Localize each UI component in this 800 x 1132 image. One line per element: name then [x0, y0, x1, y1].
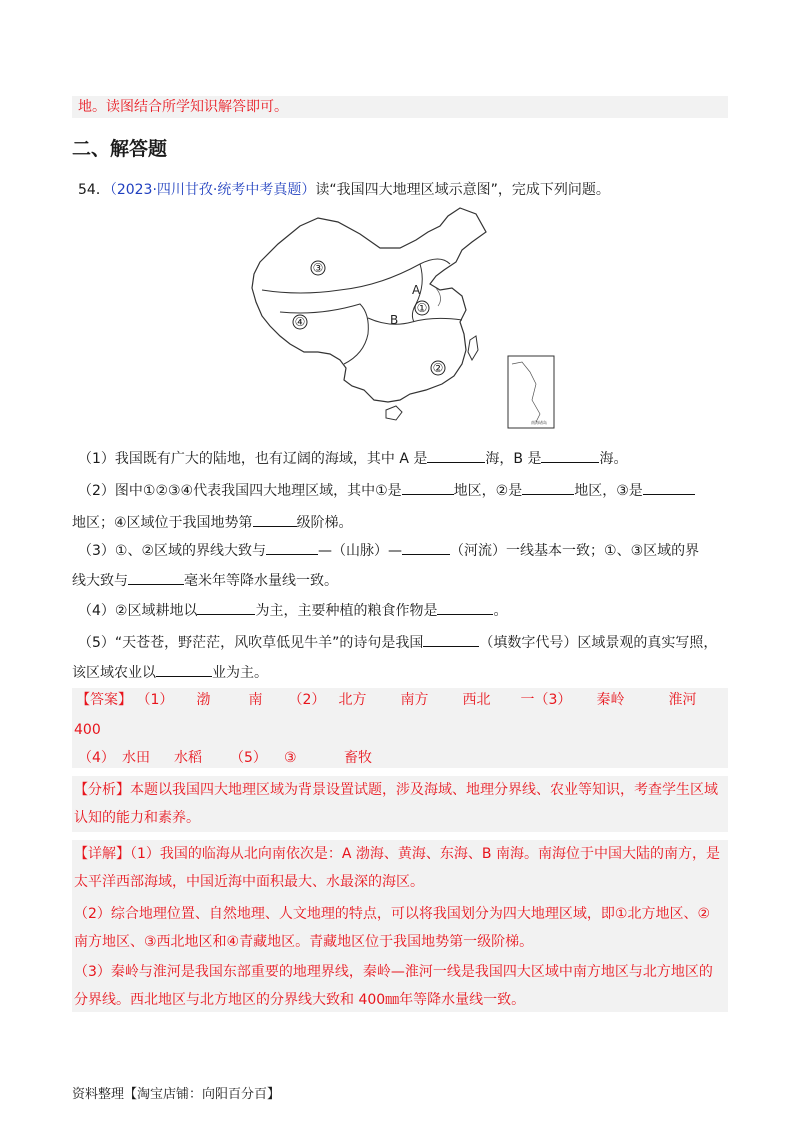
sub-question-2: （2）图中①②③④代表我国四大地理区域，其中①是 地区，②是 地区，③是: [78, 480, 695, 501]
footer: 资料整理【淘宝店铺：向阳百分百】: [72, 1087, 281, 1102]
sub-question-5: （5）“天苍苍，野茫茫，风吹草低见牛羊”的诗句是我国 （填数字代号）区域景观的真实写照，: [78, 632, 717, 653]
region-3-label: ③: [312, 261, 324, 275]
answer-row-2: 400: [74, 722, 101, 738]
answer-2a: 北方: [338, 692, 367, 708]
china-regions-map: [240, 204, 560, 434]
answer-2: （2）: [288, 692, 326, 708]
blank-A[interactable]: [427, 448, 485, 463]
sea-B-label: B: [390, 313, 399, 327]
answer-2c: 西北: [462, 692, 491, 708]
inset-caption: 南海诸岛: [531, 420, 547, 425]
boundary-tibet: [280, 304, 368, 364]
detail-p3-line-1: （3）秦岭与淮河是我国东部重要的地理界线，秦岭—淮河一线是我国四大区域中南方地区与北方地区的: [74, 964, 713, 980]
analysis-line-1: 【分析】本题以我国四大地理区域为背景设置试题，涉及海域、地理分界线、农业等知识，考查学生区域: [74, 782, 718, 798]
blank-crop[interactable]: [437, 600, 493, 615]
blank-region-number[interactable]: [423, 632, 479, 647]
sub-question-3-cont: 线大致与 毫米年等降水量线一致。: [72, 570, 338, 591]
sub-question-3: （3）①、②区域的界线大致与 —（山脉）— （河流）一线基本一致；①、③区域的界: [78, 540, 699, 561]
blank-B[interactable]: [541, 448, 599, 463]
section-heading: 二、解答题: [72, 138, 168, 160]
blank-agriculture[interactable]: [156, 662, 212, 677]
boundary-qinling-huaihe: [368, 318, 462, 324]
south-china-sea-inset: [508, 356, 554, 428]
question-prompt: 读“我国四大地理区域示意图”，完成下列问题。: [315, 182, 610, 198]
analysis-line-2: 认知的能力和素养。: [74, 810, 200, 826]
taiwan-island: [468, 336, 478, 360]
detail-band: [72, 840, 728, 1012]
answer-row-3: （4） 水田 水稻 （5） ③ 畜牧: [78, 750, 372, 766]
region-1-label: ①: [416, 301, 428, 315]
hainan-island: [386, 406, 402, 420]
detail-p1-line-2: 太平洋西部海域，中国近海中面积最大、水最深的海区。: [74, 874, 424, 890]
answer-1: （1）: [136, 692, 174, 708]
answer-row-1: 【答案】 （1） 渤 南 （2） 北方 南方 西北 一（3） 秦岭 淮河: [76, 690, 708, 710]
sub-question-2-cont: 地区；④区域位于我国地势第 级阶梯。: [72, 512, 353, 533]
answer-3b: 淮河: [668, 692, 697, 708]
blank-mountain[interactable]: [266, 540, 318, 555]
top-note: 地。读图结合所学知识解答即可。: [78, 99, 288, 115]
blank-region-3[interactable]: [643, 480, 695, 495]
china-outline: [252, 208, 486, 402]
region-4-label: ④: [294, 315, 306, 329]
question-number: 54．: [78, 182, 110, 198]
sea-A-bohai: [436, 288, 441, 306]
detail-p3-line-2: 分界线。西北地区与北方地区的分界线大致和 400㎜年等降水量线一致。: [74, 992, 526, 1008]
region-2-label: ②: [432, 361, 444, 375]
answer-1b: 南: [248, 692, 263, 708]
blank-farmland[interactable]: [197, 600, 255, 615]
answer-2b: 南方: [400, 692, 429, 708]
sub-question-4: （4）②区域耕地以 为主，主要种植的粮食作物是 。: [78, 600, 507, 621]
blank-precipitation[interactable]: [128, 570, 184, 585]
sub-question-5-cont: 该区域农业以 业为主。: [72, 662, 268, 683]
detail-p2-line-1: （2）综合地理位置、自然地理、人文地理的特点，可以将我国划分为四大地理区域，即①北方地区、②: [74, 906, 711, 922]
answer-3a: 秦岭: [596, 692, 625, 708]
blank-step[interactable]: [253, 512, 297, 527]
detail-p2-line-2: 南方地区、③西北地区和④青藏地区。青藏地区位于我国地势第一级阶梯。: [74, 934, 534, 950]
question-source[interactable]: （2023·四川甘孜·统考中考真题）: [109, 182, 316, 198]
answer-1a: 渤: [196, 692, 211, 708]
blank-river[interactable]: [402, 540, 450, 555]
question-header: [78, 180, 610, 200]
blank-region-1[interactable]: [402, 480, 454, 495]
sub-question-1: （1）我国既有广大的陆地，也有辽阔的海域，其中 A 是 海，B 是 海。: [78, 448, 627, 469]
blank-region-2[interactable]: [522, 480, 574, 495]
answer-3: 一（3）: [520, 692, 572, 708]
sea-A-label: A: [412, 283, 421, 297]
detail-p1-line-1: 【详解】（1）我国的临海从北向南依次是：A 渤海、黄海、东海、B 南海。南海位于中国大陆的南方，是: [74, 846, 720, 862]
